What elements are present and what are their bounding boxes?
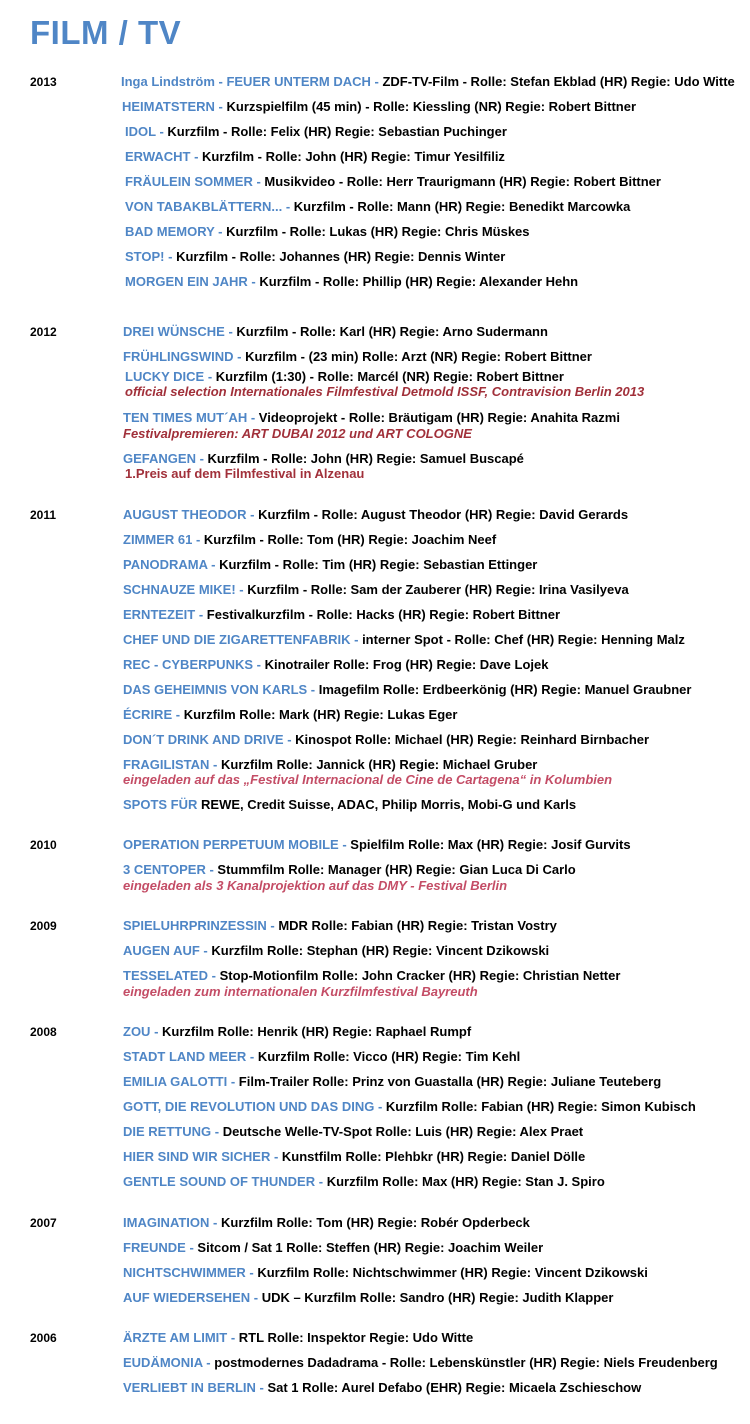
credit-entry [123,557,537,572]
credit-festival-note: eingeladen als 3 Kanalprojektion auf das DMY - Festival Berlin [123,878,508,893]
credit-entry [125,249,505,264]
credit-detail: Kurzfilm - Rolle: Phillip (HR) Regie: Alexander Hehn [259,274,579,289]
credit-title: FRÜHLINGSWIND [123,349,234,364]
credit-detail: Kurzfilm (1:30) - Rolle: Marcél (NR) Regie: Robert Bittner [215,369,564,384]
credit-separator: - [199,943,212,958]
credit-detail: Sitcom / Sat 1 Rolle: Steffen (HR) Regie: Joachim Weiler [197,1240,544,1255]
credit-entry [123,682,691,697]
credit-title: EUDÄMONIA [123,1355,203,1370]
credit-entry [123,632,685,647]
credit-title: TEN TIMES MUT´AH [123,410,248,425]
credit-entry [125,199,630,214]
credit-separator: - [252,174,265,189]
credit-entry [123,943,549,958]
credit-entry [123,1149,585,1164]
credit-title: LUCKY DICE [125,369,205,384]
credit-entry [125,274,578,289]
credit-title: ÉCRIRE [123,707,173,722]
credit-title: VERLIEBT IN BERLIN [123,1380,256,1395]
credit-separator: - [209,757,221,772]
credit-detail: Kurzfilm Rolle: Tom (HR) Regie: Robér Opderbeck [220,1215,530,1230]
credit-entry [123,451,524,466]
credit-separator: - [307,682,319,697]
credit-detail: Videoprojekt - Rolle: Bräutigam (HR) Regie: Anahita Razmi [258,410,620,425]
credit-entry [123,582,629,597]
credit-detail: UDK – Kurzfilm Rolle: Sandro (HR) Regie: Judith Klapper [261,1290,614,1305]
credit-separator: - [246,1049,258,1064]
credit-detail: Sat 1 Rolle: Aurel Defabo (EHR) Regie: Micaela Zschieschow [267,1380,642,1395]
year-label: 2008 [30,1025,57,1039]
credit-title: ÄRZTE AM LIMIT [123,1330,228,1345]
credit-separator: - [172,707,184,722]
credit-entry [123,797,576,812]
credit-entry [123,1240,543,1255]
credit-separator: - [214,224,227,239]
credit-entry [123,1215,530,1230]
credit-separator: - [255,1380,268,1395]
credit-detail: Kurzfilm - Rolle: August Theodor (HR) Regie: David Gerards [258,507,629,522]
credit-entry [123,1355,718,1370]
credit-detail: Kurzfilm - Rolle: Sam der Zauberer (HR) Regie: Irina Vasilyeva [247,582,629,597]
credit-detail: Film-Trailer Rolle: Prinz von Guastalla (HR) Regie: Juliane Teuteberg [238,1074,662,1089]
credit-entry [123,1049,520,1064]
credit-detail: Kurzfilm Rolle: Fabian (HR) Regie: Simon Kubisch [385,1099,696,1114]
credit-title: DREI WÜNSCHE [123,324,225,339]
credit-title: GENTLE SOUND OF THUNDER [123,1174,316,1189]
credit-title: HIER SIND WIR SICHER [123,1149,271,1164]
credit-separator: - [164,249,177,264]
credit-festival-note: eingeladen auf das „Festival Internacional de Cine de Cartagena“ in Kolumbien [123,772,613,787]
credit-separator: - [266,918,279,933]
credit-separator: - [247,410,259,425]
credit-separator: - [211,1124,223,1139]
credit-separator: - [155,124,168,139]
year-label: 2006 [30,1331,57,1345]
credit-separator: - [315,1174,327,1189]
credit-entry [125,124,507,139]
credit-title: BAD MEMORY [125,224,215,239]
credit-separator: - [185,1240,198,1255]
credit-entry [123,732,649,747]
credit-detail: Spielfilm Rolle: Max (HR) Regie: Josif Gurvits [350,837,631,852]
credit-separator: - [250,1290,262,1305]
credit-title: FRAGILISTAN [123,757,210,772]
credit-separator: - [195,607,207,622]
credit-separator: - [253,657,265,672]
credit-title: STADT LAND MEER [123,1049,247,1064]
credit-title: ZIMMER 61 [123,532,193,547]
credit-title: NICHTSCHWIMMER [123,1265,246,1280]
credit-entry [123,532,496,547]
credit-detail: Kurzfilm - Rolle: Johannes (HR) Regie: Dennis Winter [176,249,506,264]
credit-detail: MDR Rolle: Fabian (HR) Regie: Tristan Vostry [278,918,557,933]
credit-title: IMAGINATION [123,1215,210,1230]
credit-separator: - [205,862,218,877]
credit-separator: - [350,632,363,647]
credit-separator: - [192,532,204,547]
year-label: 2007 [30,1216,57,1230]
credit-entry [123,1099,696,1114]
credit-title: CHEF UND DIE ZIGARETTENFABRIK [123,632,351,647]
credit-separator: - [209,1215,221,1230]
credit-entry [123,1265,648,1280]
credit-detail: Kurzfilm Rolle: Vicco (HR) Regie: Tim Kehl [257,1049,521,1064]
credit-entry [125,369,564,384]
credit-title: VON TABAKBLÄTTERN... [125,199,283,214]
credit-detail: Kurzspielfilm (45 min) - Rolle: Kiessling (NR) Regie: Robert Bittner [226,99,637,114]
year-label: 2013 [30,75,57,89]
credit-detail: Kurzfilm Rolle: Nichtschwimmer (HR) Regie: Vincent Dzikowski [257,1265,648,1280]
credit-entry [123,410,620,425]
credit-detail: Imagefilm Rolle: Erdbeerkönig (HR) Regie: Manuel Graubner [318,682,692,697]
credit-detail: Stummfilm Rolle: Manager (HR) Regie: Gian Luca Di Carlo [217,862,576,877]
credit-detail: Kunstfilm Rolle: Plehbkr (HR) Regie: Daniel Dölle [281,1149,586,1164]
credit-separator: - [150,1024,163,1039]
credit-title: STOP! [125,249,165,264]
credit-title: GOTT, DIE REVOLUTION UND DAS DING [123,1099,375,1114]
credit-festival-note: official selection Internationales Filmfestival Detmold ISSF, Contravision Berlin 2013 [125,384,645,399]
credit-entry [125,149,505,164]
credit-separator: - [227,1074,239,1089]
credit-separator: - [190,149,203,164]
credit-entry [123,837,631,852]
credit-title: SPIELUHRPRINZESSIN [123,918,267,933]
credit-festival-note: Festivalpremieren: ART DUBAI 2012 und ART COLOGNE [123,426,472,441]
credit-separator: - [282,199,294,214]
credit-title: ERNTEZEIT [123,607,196,622]
credit-separator: - [214,99,227,114]
credit-detail: REWE, Credit Suisse, ADAC, Philip Morris, Mobi-G und Karls [201,797,577,812]
credit-detail: Kurzfilm Rolle: Mark (HR) Regie: Lukas Eger [183,707,458,722]
credit-separator: - [370,74,383,89]
credit-detail: Kurzfilm - Rolle: John (HR) Regie: Samuel Buscapé [207,451,524,466]
credit-separator: - [207,557,220,572]
credit-detail: Musikvideo - Rolle: Herr Traurigmann (HR) Regie: Robert Bittner [264,174,661,189]
credit-title: EMILIA GALOTTI [123,1074,228,1089]
credit-separator: - [233,349,246,364]
credit-separator: - [224,324,237,339]
credit-title: AUF WIEDERSEHEN [123,1290,251,1305]
credit-separator: - [247,274,260,289]
credit-separator: - [208,968,220,983]
credit-title: DAS GEHEIMNIS VON KARLS [123,682,308,697]
credit-detail: Kurzfilm - Rolle: Felix (HR) Regie: Sebastian Puchinger [167,124,507,139]
credit-title: OPERATION PERPETUUM MOBILE [123,837,339,852]
credit-entry [123,1330,473,1345]
credit-entry [123,1124,583,1139]
credit-detail: Kurzfilm Rolle: Jannick (HR) Regie: Michael Gruber [220,757,538,772]
credit-title: FRÄULEIN SOMMER [125,174,253,189]
credit-title: DON´T DRINK AND DRIVE [123,732,284,747]
credit-entry [125,174,661,189]
credit-title: AUGEN AUF [123,943,200,958]
credit-entry [123,968,620,983]
credit-title: Inga Lindström - FEUER UNTERM DACH [121,74,371,89]
credit-entry [123,1290,613,1305]
credit-title: 3 CENTOPER [123,862,206,877]
credit-detail: postmodernes Dadadrama - Rolle: Lebenskünstler (HR) Regie: Niels Freudenberg [214,1355,718,1370]
year-label: 2010 [30,838,57,852]
credit-title: AUGUST THEODOR [123,507,247,522]
credit-festival-note: eingeladen zum internationalen Kurzfilmfestival Bayreuth [123,984,478,999]
credit-separator: - [246,507,259,522]
credit-title: ZOU [123,1024,151,1039]
credit-separator: - [245,1265,258,1280]
credit-detail: Kurzfilm Rolle: Stephan (HR) Regie: Vincent Dzikowski [211,943,550,958]
credit-detail: Festivalkurzfilm - Rolle: Hacks (HR) Regie: Robert Bittner [206,607,561,622]
credit-detail: Kurzfilm - Rolle: Karl (HR) Regie: Arno Sudermann [236,324,548,339]
year-label: 2009 [30,919,57,933]
credit-entry [123,324,548,339]
credit-entry [123,1024,471,1039]
credit-entry [123,1174,605,1189]
credit-detail: interner Spot - Rolle: Chef (HR) Regie: Henning Malz [362,632,685,647]
credit-entry [123,657,548,672]
credit-separator: - [270,1149,282,1164]
credit-detail: Kurzfilm - Rolle: John (HR) Regie: Timur Yesilfiliz [202,149,505,164]
credit-detail: Stop-Motionfilm Rolle: John Cracker (HR) Regie: Christian Netter [219,968,621,983]
credit-detail: RTL Rolle: Inspektor Regie: Udo Witte [238,1330,474,1345]
credit-detail: Kurzfilm Rolle: Henrik (HR) Regie: Raphael Rumpf [162,1024,472,1039]
credit-separator: - [283,732,296,747]
credit-entry [123,507,628,522]
credit-title: HEIMATSTERN [122,99,215,114]
credit-entry [123,1380,641,1395]
credit-entry [123,349,592,364]
credit-separator: - [227,1330,239,1345]
year-label: 2011 [30,508,57,522]
credit-title: IDOL [125,124,156,139]
credit-entry [122,99,636,114]
credit-detail: Kurzfilm - Rolle: Tim (HR) Regie: Sebastian Ettinger [219,557,538,572]
credit-detail: ZDF-TV-Film - Rolle: Stefan Ekblad (HR) Regie: Udo Witte [382,74,735,89]
credit-entry [123,918,557,933]
credit-separator: - [338,837,351,852]
credit-title: SPOTS FÜR [123,797,198,812]
credit-title: GEFANGEN [123,451,196,466]
credit-separator: - [374,1099,386,1114]
page-title: FILM / TV [30,14,182,51]
credit-separator: - [195,451,208,466]
credit-entry [125,224,530,239]
credit-title: PANODRAMA [123,557,208,572]
credit-title: FREUNDE [123,1240,186,1255]
credit-detail: Kurzfilm - Rolle: Tom (HR) Regie: Joachim Neef [203,532,497,547]
credit-entry [123,757,537,772]
credit-title: ERWACHT [125,149,191,164]
credit-title: DIE RETTUNG [123,1124,212,1139]
year-label: 2012 [30,325,57,339]
credit-entry [121,74,735,89]
credit-separator: - [202,1355,215,1370]
credit-title: TESSELATED [123,968,208,983]
credit-entry [123,1074,661,1089]
credit-detail: Kurzfilm - (23 min) Rolle: Arzt (NR) Regie: Robert Bittner [245,349,592,364]
credit-separator: - [235,582,248,597]
credit-title: REC - CYBERPUNKS [123,657,254,672]
credit-separator: - [204,369,216,384]
credit-title: SCHNAUZE MIKE! [123,582,236,597]
credit-detail: Deutsche Welle-TV-Spot Rolle: Luis (HR) Regie: Alex Praet [222,1124,584,1139]
credit-entry [123,607,560,622]
credit-title: MORGEN EIN JAHR [125,274,248,289]
credit-entry [123,707,457,722]
credit-detail: Kurzfilm - Rolle: Mann (HR) Regie: Benedikt Marcowka [293,199,631,214]
credit-festival-note: 1.Preis auf dem Filmfestival in Alzenau [125,466,365,481]
credit-detail: Kurzfilm - Rolle: Lukas (HR) Regie: Chris Müskes [226,224,530,239]
credit-detail: Kurzfilm Rolle: Max (HR) Regie: Stan J. Spiro [326,1174,605,1189]
credit-detail: Kinospot Rolle: Michael (HR) Regie: Reinhard Birnbacher [295,732,650,747]
credit-detail: Kinotrailer Rolle: Frog (HR) Regie: Dave Lojek [264,657,549,672]
credit-entry [123,862,576,877]
